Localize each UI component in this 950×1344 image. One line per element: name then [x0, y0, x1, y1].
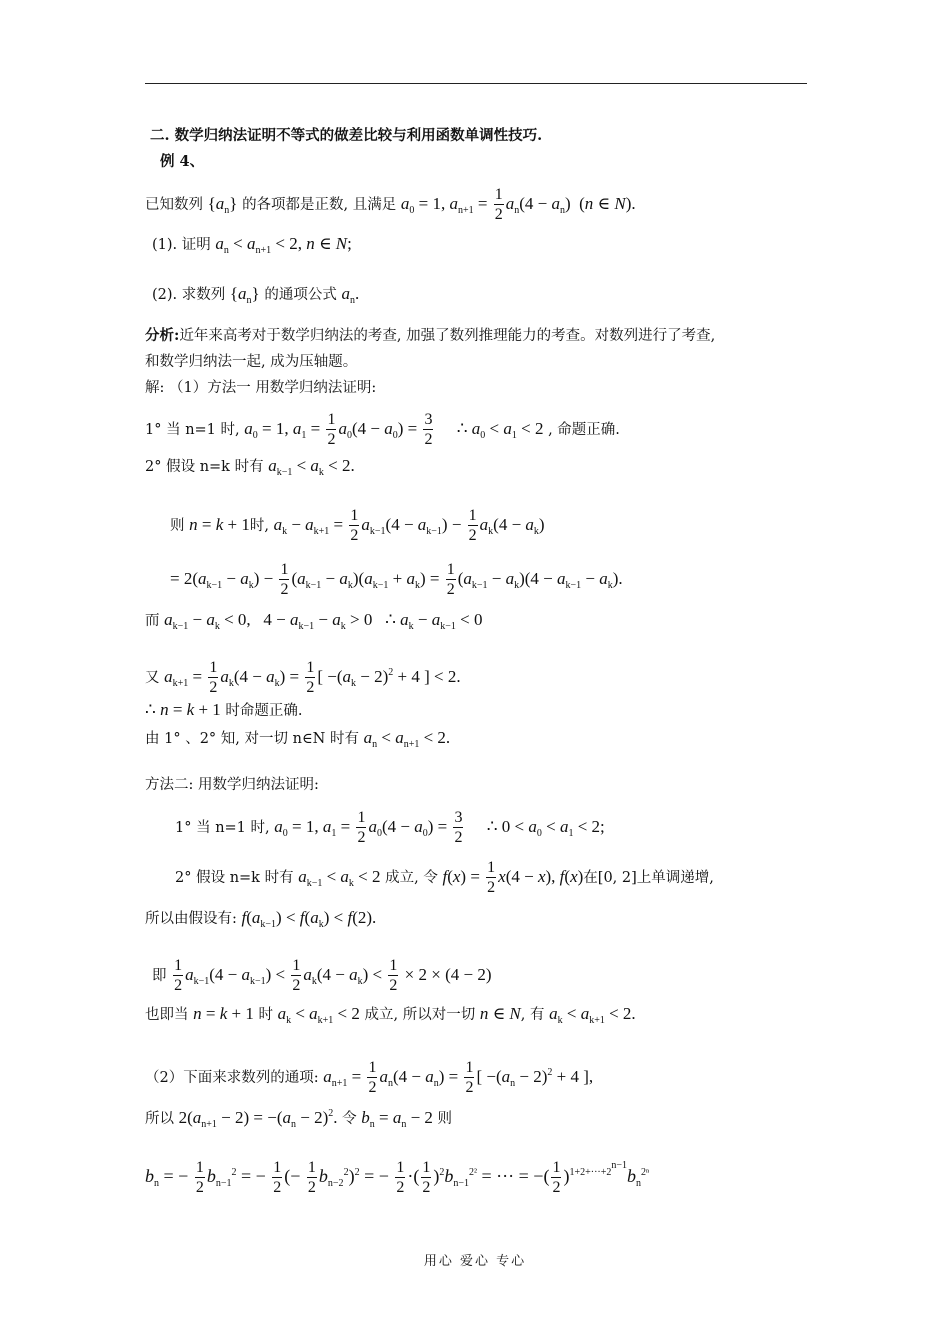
solution-step2 [145, 456, 355, 477]
formula-an: $a_n$. [341, 284, 360, 306]
formula-m2-fx: f(x) = $\frac{1}{2}$ x(4 − x), f(x) [442, 859, 584, 896]
formula-m2-ak: $a_k < a_{k+1} < 2$ [277, 1004, 360, 1026]
formula-part2-recurrence: $a_{n+1}$ = $\frac{1}{2}$ $a_n(4 - a_n)$ = $\frac{1}{2}$ [ $-(a_n - 2)^2 + 4$ ], [323, 1059, 594, 1096]
formula-seq-an-2: $\{a_n\}$ [229, 284, 260, 306]
formula-step2: $a_{k-1} < a_k < 2$. [268, 456, 355, 478]
section-heading: 二. 数学归纳法证明不等式的做差比较与利用函数单调性技巧. [150, 127, 543, 144]
part2-so-line [145, 1108, 452, 1129]
method2-step2 [175, 860, 714, 896]
method2-step1 [175, 810, 605, 846]
m2-holds-mid: 成立, 所以对一切 [364, 1007, 476, 1023]
step1-suffix: , 命题正确. [548, 421, 620, 438]
method2-by-assumption [145, 908, 376, 929]
formula-part2-bn: $b_n$ = − $\frac{1}{2}$ $b_{n-1}^2$ = − $\frac{1}{2}$ (− $\frac{1}{2}$ $b_{n-2}^2)^2$ = − $\frac{1}{2}$ ·( $\frac{1}{2}$ )$^2b_{n-1}^{2^2}$ = ··· = −( $\frac{1}{2}$ )$^{1+2+\cdot\cdot\cdot+2^{n-1}}b_n^{2^n}$ [145, 1159, 650, 1196]
then-label: 则 [170, 517, 185, 534]
formula-m2-final: $a_k < a_{k+1} < 2$. [549, 1004, 636, 1026]
solution-and [145, 610, 483, 631]
problem-stem [145, 187, 636, 223]
part2-bn-line [145, 1160, 649, 1196]
solution-conclusion [145, 728, 450, 749]
then-mid: 时, [249, 517, 269, 534]
part2-so: 所以 [145, 1111, 174, 1127]
formula-m2-nk1: n = k + 1 [193, 1004, 254, 1023]
formula-and: $a_{k-1} - a_k < 0$, $4 - a_{k-1} - a_k > 0$ ∴ $a_k - a_{k-1} < 0$ [164, 610, 483, 632]
step1-prefix: 1° 当 n=1 时, [145, 421, 240, 438]
formula-recurrence: $a_0 = 1$, $a_{n+1}$ = $\frac{1}{2}$ $a_n(4 - a_n)$ (n ∈ N). [400, 186, 636, 223]
part2-label: (2). 求数列 [152, 287, 226, 303]
stem-mid: 的各项都是正数, 且满足 [242, 196, 397, 213]
method2-heading: 方法二: 用数学归纳法证明: [145, 777, 319, 793]
part2-heading-line [145, 1060, 593, 1096]
formula-difference: $a_k - a_{k+1}$ = $\frac{1}{2}$ $a_{k-1}(4 - a_{k-1})$ − $\frac{1}{2}$ $a_k(4 - a_k)$ [273, 507, 545, 544]
solution-then [170, 508, 545, 544]
header-rule [145, 83, 807, 84]
and-label: 而 [145, 613, 160, 629]
formula-step1: $a_0 = 1$, $a_1$ = $\frac{1}{2}$ $a_0(4 - a_0)$ = $\frac{3}{2}$ ∴ $a_0 < a_1 < 2$ [244, 411, 544, 448]
m2-by-assumption: 所以由假设有: [145, 911, 237, 927]
conclusion-prefix: 由 1° 、2° 知, 对一切 n∈N 时有 [145, 731, 359, 747]
formula-then: n = k + 1 [189, 514, 250, 534]
analysis-label: 分析: [145, 327, 180, 344]
formula-m2-namely: $\frac{1}{2}$ $a_{k-1}(4 - a_{k-1})$ < $\frac{1}{2}$ $a_k(4 - a_k)$ < $\frac{1}{2}$ × 2 × (4 − 2) [174, 957, 492, 994]
step2-prefix: 2° 假设 n=k 时有 [145, 459, 264, 475]
solution-therefore [145, 700, 303, 721]
formula-also: $a_{k+1}$ = $\frac{1}{2}$ $a_k(4 - a_k)$ = $\frac{1}{2}$ [ $-(a_k - 2)^2 + 4$ ] < 2. [164, 659, 461, 696]
formula-m2-step2a: $a_{k-1} < a_k < 2$ [298, 866, 381, 889]
m2-holds-have: , 有 [520, 1007, 545, 1023]
therefore-suffix: 时命题正确. [225, 703, 303, 719]
formula-expand: = $2(a_{k-1} - a_k)$ − $\frac{1}{2}$ $(a_{k-1} - a_k)(a_{k-1} + a_k)$ = $\frac{1}{2}$ $(a_{k-1} - a_k)(4 - a_{k-1} - a_k)$. [170, 561, 623, 598]
stem-prefix: 已知数列 [145, 196, 203, 213]
part1-label: (1). 证明 [152, 237, 211, 253]
formula-m2-n-in-N: n ∈ N [479, 1004, 521, 1023]
problem-part2 [152, 284, 359, 305]
m2-also-namely: 也即当 [145, 1007, 189, 1023]
m2-namely: 即 [152, 967, 167, 984]
method2-also-namely [145, 1004, 636, 1025]
formula-m2-step1: $a_0 = 1$, $a_1$ = $\frac{1}{2}$ $a_0(4 - a_0)$ = $\frac{3}{2}$ ∴ $0 < a_0 < a_1 < 2$; [274, 809, 605, 846]
formula-conclusion: $a_n < a_{n+1} < 2$. [363, 728, 451, 750]
m2-step2-mid: 成立, 令 [385, 869, 438, 886]
formula-seq-an: $\{a_n\}$ [207, 193, 238, 216]
part2-heading: （2）下面来求数列的通项: [145, 1069, 319, 1086]
method2-namely [152, 958, 491, 994]
formula-therefore: ∴ n = k + 1 [145, 700, 221, 719]
m2-holds-for-all: 时 [258, 1007, 273, 1023]
part2-then: 则 [437, 1111, 453, 1127]
page-footer: 用心 爱心 专心 [423, 1254, 527, 1269]
solution-step1 [145, 412, 620, 448]
formula-part2-let: $b_n = a_n - 2$ [361, 1108, 433, 1130]
m2-step2-interval: 在[0, 2]上单调递增, [583, 869, 714, 886]
m2-step1-prefix: 1° 当 n=1 时, [175, 819, 270, 836]
part2-let: 令 [342, 1111, 357, 1127]
also-label: 又 [145, 669, 160, 686]
part2-mid: 的通项公式 [264, 287, 337, 303]
analysis-text1: 近年来高考对于数学归纳法的考查, 加强了数列推理能力的考查。对数列进行了考查, [179, 328, 716, 344]
solution-expand [170, 562, 623, 598]
formula-part2-so: $2(a_{n+1} - 2) = -(a_n - 2)^2$. [178, 1108, 338, 1130]
m2-step2-prefix: 2° 假设 n=k 时有 [175, 869, 294, 886]
example-label: 例 4、 [160, 153, 205, 170]
problem-part1 [152, 234, 352, 255]
solution-heading: 解: （1）方法一 用数学归纳法证明: [145, 380, 377, 396]
analysis-line2: 和数学归纳法一起, 成为压轴题。 [145, 354, 358, 370]
solution-also [145, 660, 461, 696]
analysis-line1 [145, 326, 715, 346]
formula-part1: $a_n < a_{n+1} < 2$, n ∈ N; [215, 234, 352, 256]
formula-m2-f-ineq: $f(a_{k-1}) < f(a_k) < f(2)$. [241, 908, 377, 930]
